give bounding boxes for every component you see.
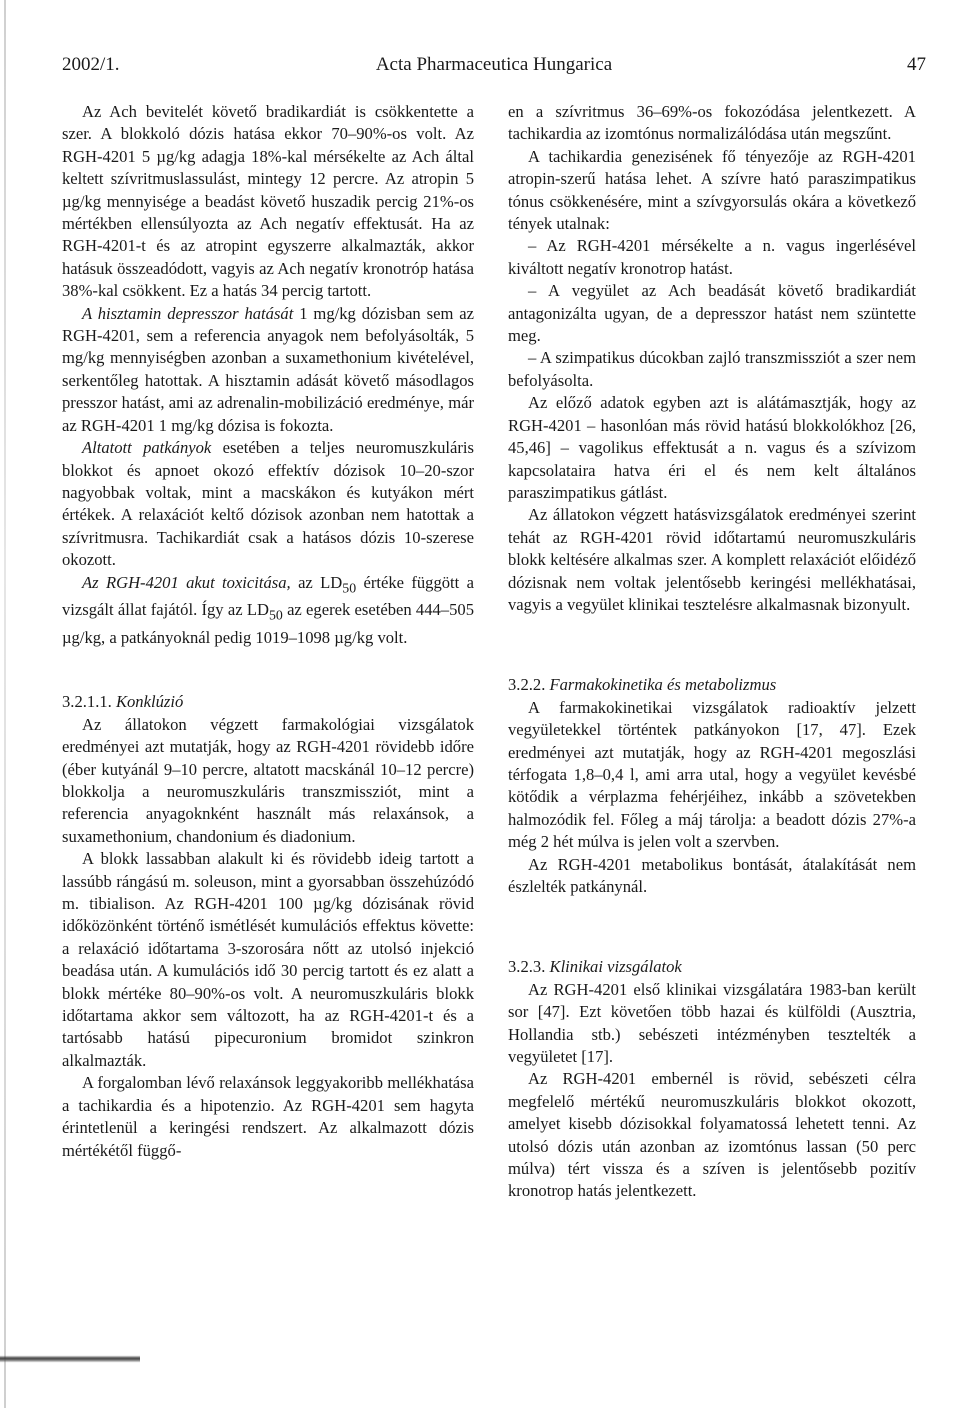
list-item: – A szimpatikus dúcokban zajló transzmissziót a szer nem befolyásolta.	[508, 348, 916, 390]
section-heading-clinical	[508, 956, 916, 978]
section-number: 3.2.3.	[508, 957, 546, 977]
paragraph	[62, 303, 474, 437]
list-item: – Az RGH-4201 mérsékelte a n. vagus ingerlésével kiváltott negatív kronotrop hatást.	[508, 236, 916, 278]
paragraph: Az előző adatok egyben azt is alátámasztják, hogy az RGH-4201 – hasonlóan más rövid hatású blokkolókhoz [26, 45,46] – vagolikus effektusát a n. vagus és a szívizom kapcsolataira hatva éri el és nem kelt általános paraszimpatikus gátlást.	[508, 393, 916, 502]
section-number: 3.2.1.1.	[62, 692, 112, 712]
subscript: 50	[342, 579, 357, 595]
section-number: 3.2.2.	[508, 675, 546, 695]
paragraph: Az RGH-4201 első klinikai vizsgálatára 1983-ban került sor [47]. Ezt követően több hazai és külföldi (Ausztria, Hollandia stb.) sebészeti intézményben tesztelték a vegyületet [17].	[508, 979, 916, 1067]
paragraph: Az RGH-4201 embernél is rövid, sebészeti célra megfelelő mértékű neuromuszkuláris blokkot okozott, amelyet kisebb dózisokkal folyamatossá lehetett tenni. Az utolsó dózis után azonban az izomtónus lassan (50 perc múlva) tért vissza és a szíven is jelentősebb pozitív kronotrop hatás jelentkezett.	[508, 1069, 916, 1201]
section-title: Konklúzió	[115, 692, 184, 712]
paragraph: A tachikardia genezisének fő tényezője az RGH-4201 atropin-szerű hatása lehet. A szívre ható paraszimpatikus tónus csökkenésére, mint a szívgyorsulás okára a következő tények utalnak:	[508, 146, 916, 234]
page-number: 47	[907, 54, 926, 75]
section-title: Klinikai vizsgálatok	[549, 957, 682, 977]
scan-artifact	[0, 1350, 140, 1368]
paragraph-text: értéke függött a vizsgált állat fajától. Így az LD	[62, 572, 474, 620]
paragraph: en a szívritmus 36–69%-os fokozódása jelentkezett. A tachikardia az izomtónus normalizálódása után megszűnt.	[508, 102, 916, 144]
list-item: – A vegyület az Ach beadását követő bradikardiát antagonizálta ugyan, de a depresszor hatást nem szüntette meg.	[508, 281, 916, 346]
page-header	[62, 54, 926, 84]
left-column	[62, 101, 474, 1162]
section-title: Farmakokinetika és metabolizmus	[549, 675, 777, 695]
paragraph: A blokk lassabban alakult ki és rövidebb ideig tartott a lassúbb rángású m. soleuson, mint a gyorsabban összehúzódó m. tibialison. Az RGH-4201 100 µg/kg dózisának rövid időközönként történő ismétlését kumulációs effektus követte: a relaxáció időtartama 3-szorosára nőtt az utolsó injekció beadása után. A kumulációs idő 30 percig tartott és ez alatt a blokk mértéke 80–90%-os volt. A neuromuszkuláris blokk időtartama akkor sem változott, ha az RGH-4201-t és a tartósabb hatású pipecuronium bromidot szinkron alkalmazták.	[62, 849, 474, 1070]
right-column	[508, 101, 916, 1203]
journal-title: Acta Pharmaceutica Hungarica	[375, 54, 613, 75]
paragraph-lead: A hisztamin depresszor hatását	[82, 303, 294, 323]
paragraph-text: az LD	[290, 572, 343, 592]
section-heading-conclusion	[62, 691, 474, 713]
paragraph-lead: Az RGH-4201 akut toxicitása,	[82, 572, 291, 592]
paragraph: Az állatokon végzett farmakológiai vizsgálatok eredményei azt mutatják, hogy az RGH-4201 rövidebb időre (éber kutyánál 9–10 percre, altatott macskánál 10–12 percre) blokkolja a neuromuszkuláris transzmissziót, mint a referencia anyagoknként használt más relaxánsok, a suxamethonium, chandonium és diadonium.	[62, 714, 474, 846]
paragraph-text: esetében a teljes neuromuszkuláris blokkot és apnoet okozó effektív dózisok 10–20-szor nagyobbak voltak, mint a macskákon és kutyákon mért értékek. A relaxációt keltő dózisok azonban nem hatottak a szívritmusra. Tachikardiát csak a hatásos dózis 10-szerese okozott.	[62, 438, 474, 570]
paragraph	[62, 437, 474, 571]
paragraph: A farmakokinetikai vizsgálatok radioaktív jelzett vegyületekkel történtek patkányokon [17, 47]. Ezek eredményei azt mutatják, hogy az RGH-4201 megoszlási térfogata 1,8–0,4 l, ami arra utal, hogy a vegyület kevésbé kötődik a vérplazma fehérjéihez, inkább a szövetekben halmozódik fel. Főleg a máj tárolja: a beadott dózis 27%-a még 2 hét múlva is jelen volt a szervben.	[508, 697, 916, 852]
issue-number: 2002/1.	[62, 54, 120, 75]
paragraph: A forgalomban lévő relaxánsok leggyakoribb mellékhatása a tachikardia és a hipotenzio. Az RGH-4201 sem hagyta érintetlenül a keringési rendszert. Az alkalmazott dózis mértékétől függő-	[62, 1073, 474, 1160]
paragraph-text: az egerek esetében 444–505 µg/kg, a patkányoknál pedig 1019–1098 µg/kg volt.	[62, 600, 474, 647]
subscript: 50	[268, 607, 283, 623]
scan-margin-rule	[4, 0, 6, 1408]
paragraph	[62, 572, 474, 650]
paragraph: Az állatokon végzett hatásvizsgálatok eredményei szerint tehát az RGH-4201 rövid időtartamú neuromuszkuláris blokk keltésére alkalmas szer. A komplett relaxációt előidéző dózisnak nem voltak jelentősebb keringési mellékhatásai, vagyis a vegyület klinikai tesztelésre alkalmasnak bizonyult.	[508, 505, 916, 614]
paragraph: Az RGH-4201 metabolikus bontását, átalakítását nem észlelték patkánynál.	[508, 854, 916, 896]
section-heading-pharmacokinetics	[508, 674, 916, 696]
paragraph-text: 1 mg/kg dózisban sem az RGH-4201, sem a referencia anyagok nem befolyásolták, 5 mg/kg mennyiségben azonban a suxamethonium kivételével, serkentőleg hatottak. A hisztamin adását követő másodlagos presszor hatást, ami az adrenalin-mobilizáció eredménye, már az RGH-4201 1 mg/kg dózisa is fokozta.	[62, 303, 474, 435]
paragraph: Az Ach bevitelét követő bradikardiát is csökkentette a szer. A blokkoló dózis hatása ekkor 70–90%-os volt. Az RGH-4201 5 µg/kg adagja 18%-kal mérsékelte az Ach által keltett szívritmuslassulást, mintegy 12 percre. Az atropin 5 µg/kg mennyisége a beadást követő huszadik percig 21%-os mértékben ellensúlyozta az Ach negatív effektusát. Ha az RGH-4201-t és az atropint egyszerre alkalmazták, akkor hatásuk összeadódott, vagyis az Ach negatív kronotróp hatása 38%-kal csökkent. Ez a hatás 34 percig tartott.	[62, 102, 474, 301]
paragraph-lead: Altatott patkányok	[82, 438, 212, 458]
